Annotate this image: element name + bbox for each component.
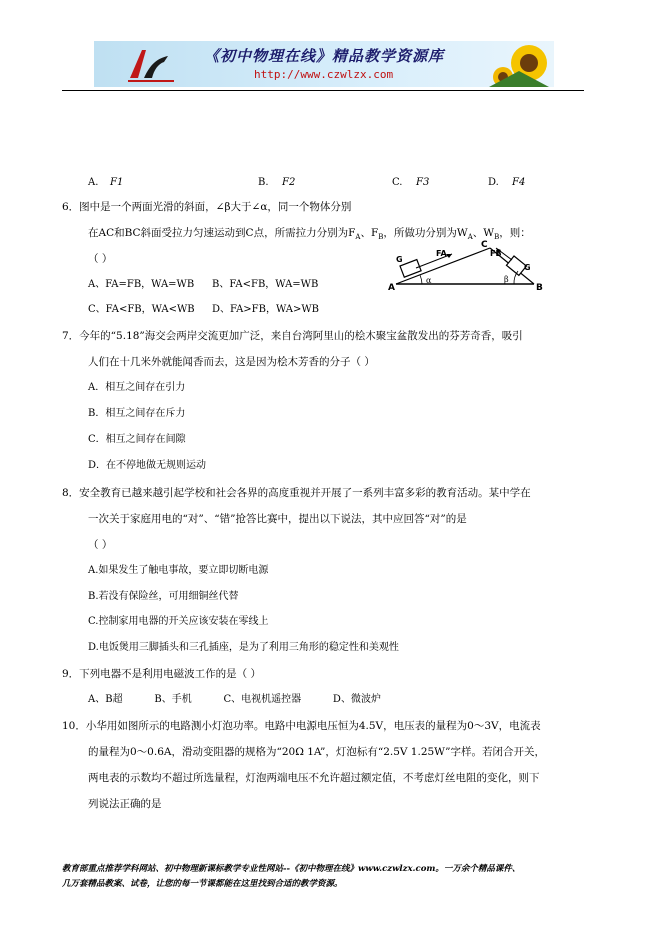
q6-line1: 6．图中是一个两面光滑的斜面，∠β大于∠α，同一个物体分别 [62, 201, 352, 213]
q5-option-c-letter: C. [392, 177, 403, 188]
banner-title: 《初中物理在线》精品教学资源库 [204, 47, 445, 65]
q7-option-b: B．相互之间存在斥力 [88, 408, 186, 419]
q5-option-a-letter: A. [88, 177, 99, 188]
q5-option-d-letter: D. [488, 177, 499, 188]
q6-option-c: C、FA<FB，WA<WB [88, 304, 195, 315]
header-banner [94, 41, 554, 87]
q9-line1: 9．下列电器不是利用电磁波工作的是（ ） [62, 668, 262, 680]
angle-alpha-arc [420, 275, 422, 284]
label-fa: FA [436, 249, 447, 258]
label-beta: β [504, 275, 509, 284]
q5-option-d-value: F4 [512, 177, 526, 188]
header-rule [62, 90, 584, 91]
q5-option-c-value: F3 [416, 177, 430, 188]
label-c: C [481, 240, 488, 250]
q6-option-a: A、FA=FB，WA=WB [88, 279, 195, 290]
q6-paren: （ ） [88, 253, 113, 265]
label-g-right: G [524, 263, 531, 272]
label-alpha: α [426, 276, 432, 285]
q8-option-b: B.若没有保险丝，可用细铜丝代替 [88, 591, 239, 602]
label-fb: FB [490, 249, 502, 258]
q8-option-d: D.电饭煲用三脚插头和三孔插座，是为了利用三角形的稳定性和美观性 [88, 642, 399, 653]
footer-line1: 教育部重点推荐学科网站、初中物理新课标教学专业性网站--《初中物理在线》www.czwlzx.com。一万余个精品课件、 [62, 864, 521, 874]
q6-line2: 在AC和BC斜面受拉力匀速运动到C点，所需拉力分别为$F_A$、$F_B$，所做功分别为$W_A$、$W_B$，则： [88, 227, 531, 242]
label-b: B [536, 283, 543, 293]
q5-option-b-value: F2 [282, 177, 296, 188]
q8-option-c: C.控制家用电器的开关应该安装在零线上 [88, 616, 269, 627]
q8-line2: 一次关于家庭用电的“对”、“错”抢答比赛中，提出以下说法，其中应回答“对”的是 [88, 513, 467, 525]
q10-line4: 列说法正确的是 [88, 798, 162, 810]
q6-option-b: B、FA<FB，WA=WB [212, 279, 319, 290]
incline-diagram [386, 238, 546, 294]
block-left [400, 260, 421, 278]
q9-options: A、B超 B、手机 C、电视机遥控器 D、微波炉 [88, 694, 381, 705]
q5-option-a-value: F1 [110, 177, 124, 188]
q10-line1: 10．小华用如图所示的电路测小灯泡功率。电路中电源电压恒为4.5V，电压表的量程为0～3V，电流表 [62, 720, 541, 732]
label-a: A [388, 283, 395, 293]
q10-line3: 两电表的示数均不超过所选量程，灯泡两端电压不允许超过额定值，不考虑灯丝电阻的变化，则下 [88, 772, 540, 784]
q8-paren: （ ） [88, 539, 113, 551]
q7-option-d: D．在不停地做无规则运动 [88, 460, 207, 471]
q7-option-a: A．相互之间存在引力 [88, 382, 186, 393]
site-logo-icon [124, 44, 184, 84]
q8-option-a: A.如果发生了触电事故，要立即切断电源 [88, 565, 269, 576]
q5-option-b-letter: B. [258, 177, 269, 188]
footer-line2: 几万套精品教案、试卷，让您的每一节课都能在这里找到合适的教学资源。 [62, 879, 343, 889]
label-g-left: G [396, 255, 403, 264]
q10-line2: 的量程为0～0.6A，滑动变阻器的规格为“20Ω 1A”，灯泡标有“2.5V 1.25W”字样。若闭合开关， [88, 746, 546, 758]
banner-url[interactable]: http://www.czwlzx.com [254, 68, 394, 81]
q8-line1: 8．安全教育已越来越引起学校和社会各界的高度重视并开展了一系列丰富多彩的教育活动。某中学在 [62, 487, 531, 499]
q7-line1: 7．今年的“5.18”海交会两岸交流更加广泛，来自台湾阿里山的桧木聚宝盆散发出的芬芳奇香，吸引 [62, 330, 523, 342]
sunflower-icon [489, 41, 554, 87]
q7-option-c: C．相互之间存在间隙 [88, 434, 186, 445]
q6-option-d: D、FA>FB，WA>WB [212, 304, 319, 315]
q7-line2: 人们在十几米外就能闻香而去，这是因为桧木芳香的分子（ ） [88, 356, 375, 368]
